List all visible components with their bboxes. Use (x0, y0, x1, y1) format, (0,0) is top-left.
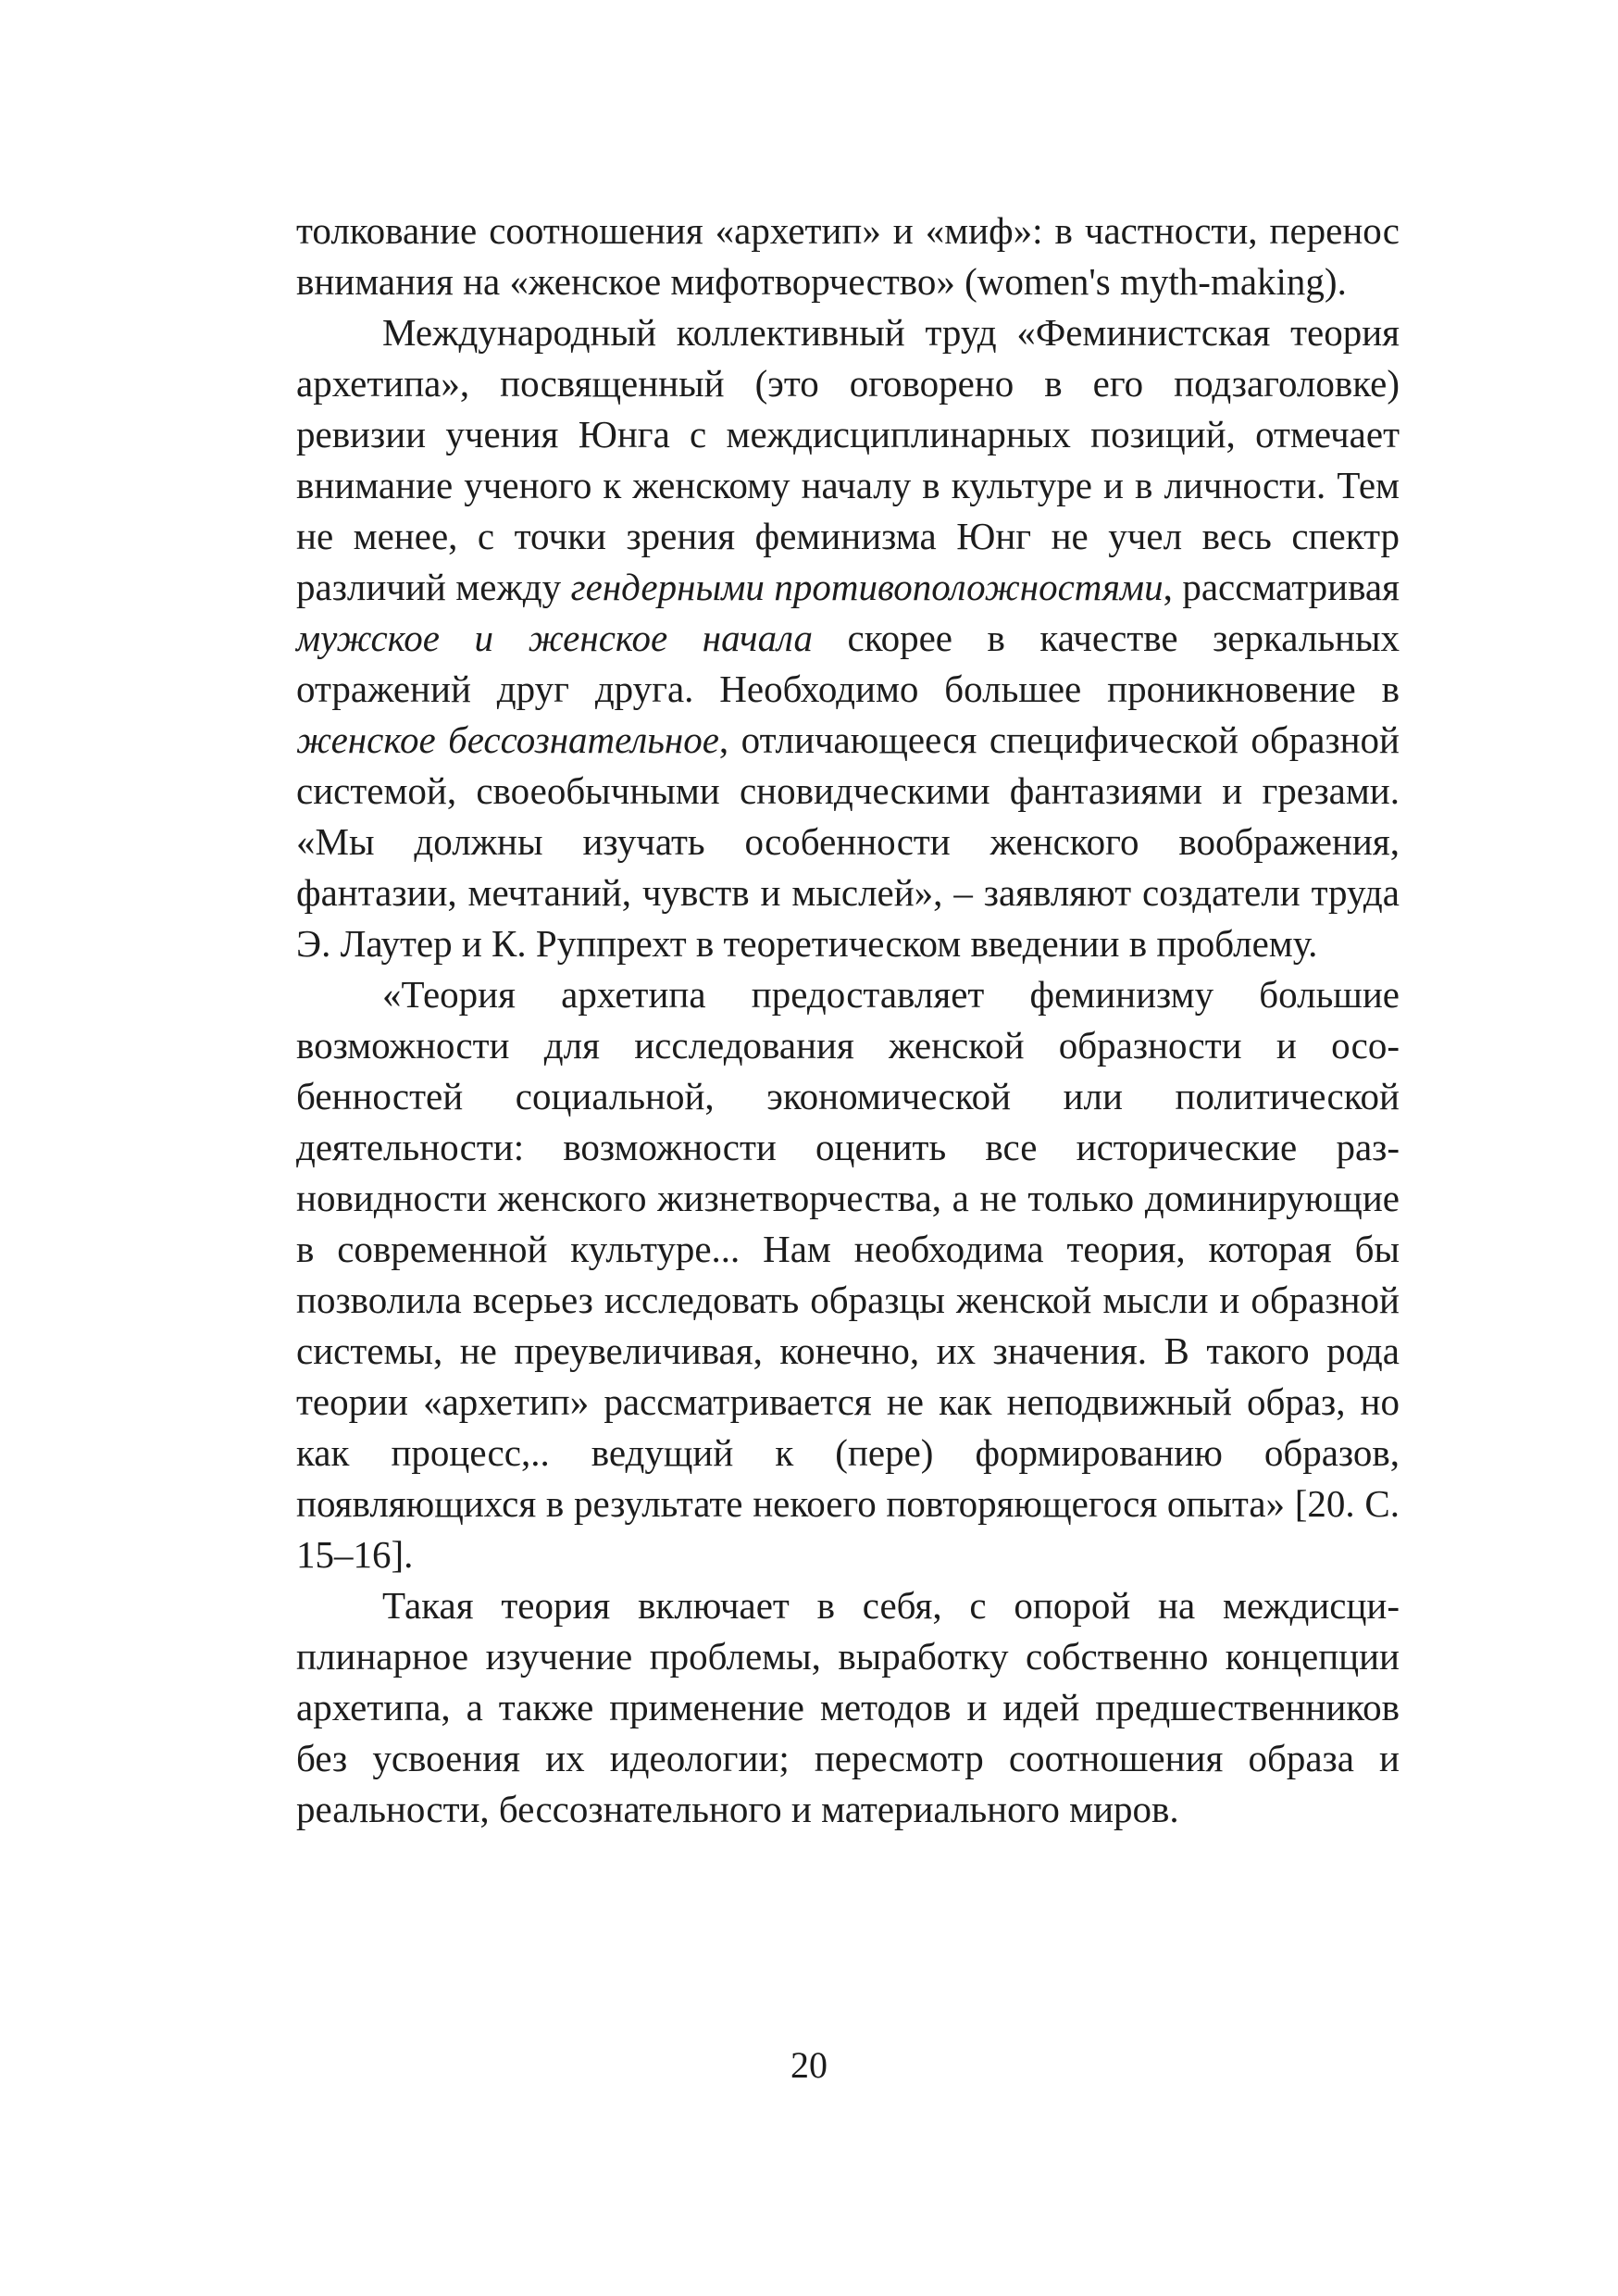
text-run: , рассматривая (1163, 566, 1400, 608)
text-run: толкование соотношения «архетип» и «миф»: в частности, перенос внимания на «женское мифотворчество» (women's myth-making). (296, 209, 1400, 303)
text-run: Такая теория включает в себя, с опорой на междисциплинарное изучение проблемы, выработку собственно концепции архетипа, а также применение методов и идей предшественников без усвоения их идеологии; пересмотр соотношения образа и реальности, бессознательного и материального миров. (296, 1584, 1400, 1830)
paragraph-1 (296, 206, 1400, 307)
paragraph-3-quote (296, 969, 1400, 1580)
text-run: «Теория архетипа предоставляет феминизму большие возможности для исследования женской образности и особенностей социальной, экономической или политической деятельности: возможности оценить все исторические разновидности женского жизнетворчества, а не только доминирующие в современной культуре... Нам необходима теория, которая бы позволила всерьез исследовать образцы женской мысли и образной системы, не преувеличивая, конечно, их значения. В такого рода теории «архетип» рассматривается не как неподвижный образ, но как процесс,.. ведущий к (пере) формированию образов, появляющихся в результате некоего повторяющегося опыта» [20. С. 15–16]. (296, 973, 1400, 1576)
paragraph-2 (296, 307, 1400, 969)
paragraph-4 (296, 1580, 1400, 1835)
text-run: Международный коллективный труд «Феминистская теория архетипа», посвященный (это оговорено в его подзаголовке) ревизии учения Юнга с междисциплинарных позиций, отмечает внимание ученого к женскому началу в культуре и в личности. Тем не менее, с точки зрения феминизма Юнг не учел весь спектр различий между (296, 311, 1400, 608)
body-text (296, 206, 1400, 1835)
text-run: скорее в качестве зеркальных отражений друг друга. Необходимо большее проникновение в (296, 617, 1400, 710)
text-run: , отличающееся специфической образной системой, своеобычными сновидческими фантазиями и грезами. «Мы должны изучать особенности женского воображения, фантазии, мечтаний, чувств и мыслей», – заявляют создатели труда Э. Лаутер и К. Руппрехт в теоретическом введении в проблему. (296, 718, 1400, 965)
page-number: 20 (790, 2044, 828, 2086)
italic-term: мужское и женское начала (296, 617, 813, 659)
italic-term: женское бессознательное (296, 718, 719, 761)
italic-term: гендерными противоположностями (570, 566, 1164, 608)
